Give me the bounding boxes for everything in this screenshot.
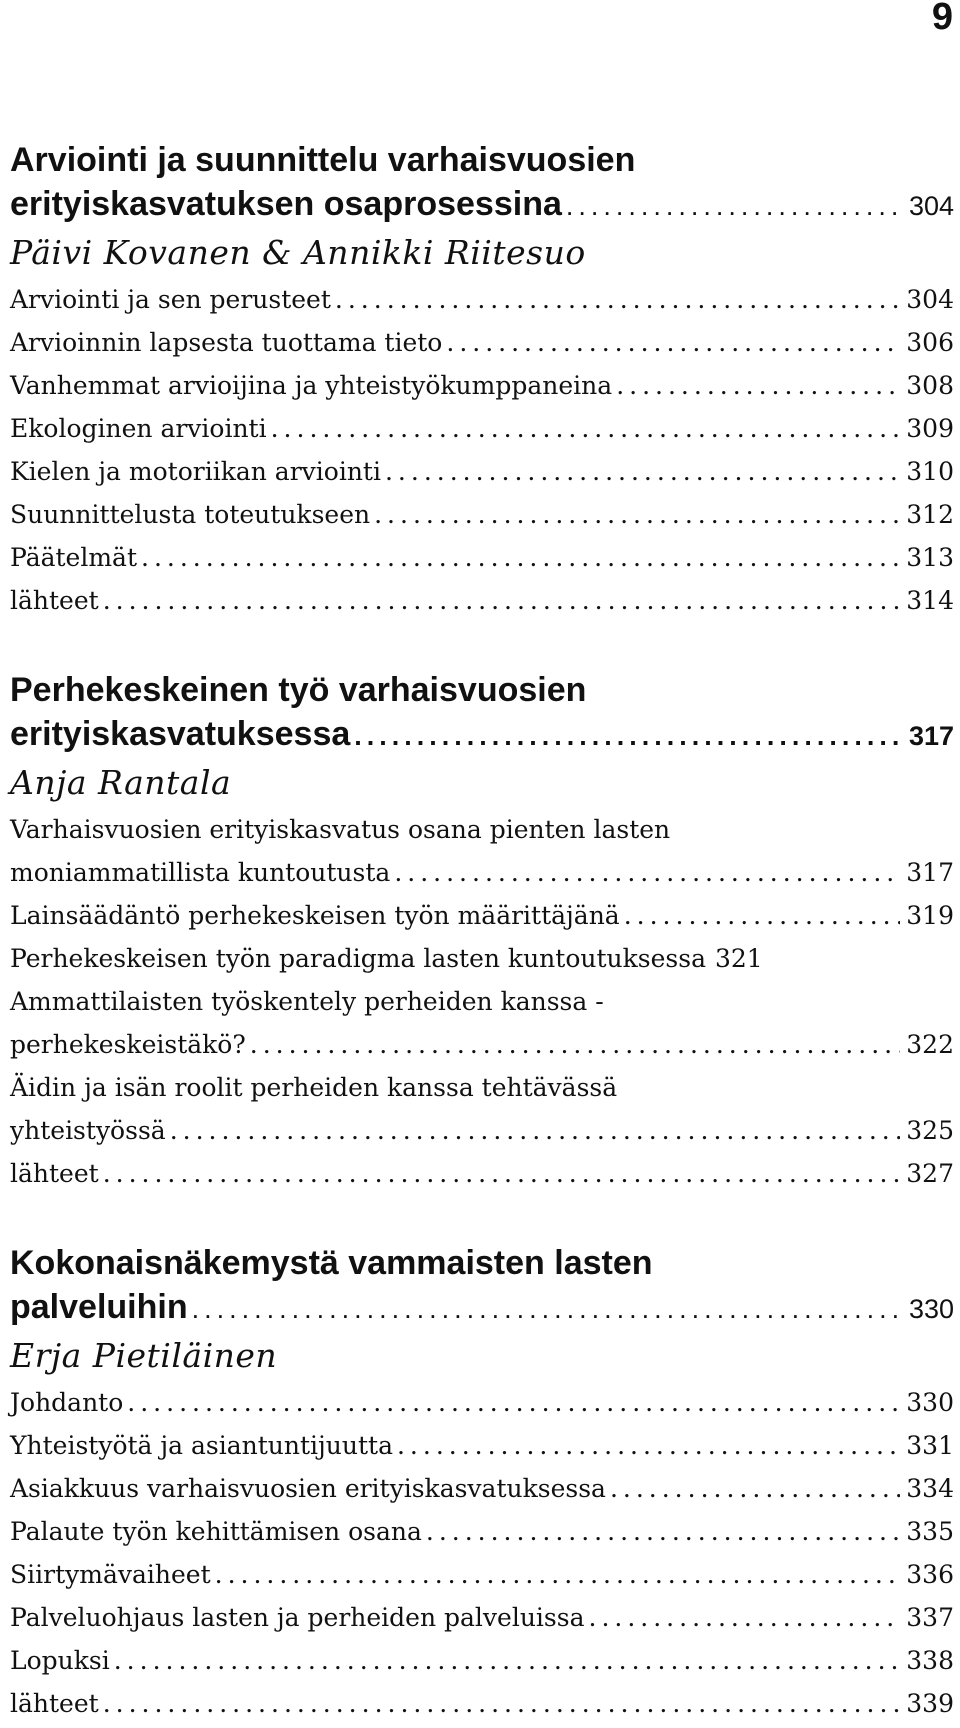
entry-page-number: 335: [906, 1517, 954, 1546]
dot-leader: [170, 1109, 901, 1152]
toc-entry[interactable]: [10, 278, 954, 321]
dot-leader: [141, 536, 900, 579]
entry-title: Yhteistyötä ja asiantuntijuutta: [10, 1431, 393, 1460]
entry-title: Lopuksi: [10, 1646, 110, 1675]
entry-title: moniammatillista kuntoutusta: [10, 858, 391, 887]
section-title-row[interactable]: [10, 1285, 954, 1331]
dot-leader: [394, 851, 900, 894]
toc-section: [10, 1241, 954, 1725]
entry-page-number: 322: [906, 1030, 954, 1059]
entry-page-number: 325: [906, 1116, 954, 1145]
dot-leader: [271, 407, 901, 450]
toc-entry[interactable]: [10, 937, 954, 980]
entry-page-number: 336: [906, 1560, 954, 1589]
entry-title: Palaute työn kehittämisen osana: [10, 1517, 422, 1546]
dot-leader: [114, 1639, 901, 1682]
section-title-line: erityiskasvatuksen osaprosessina: [10, 185, 562, 223]
entry-title: Asiakkuus varhaisvuosien erityiskasvatuksessa: [10, 1474, 606, 1503]
section-page-number: 304: [908, 191, 954, 221]
entry-title: Vanhemmat arvioijina ja yhteistyökumppaneina: [10, 371, 613, 400]
section-author: Päivi Kovanen & Annikki Riitesuo: [10, 233, 586, 272]
toc-entry[interactable]: [10, 579, 954, 622]
table-of-contents: [10, 138, 954, 1725]
section-title-line: Arviointi ja suunnittelu varhaisvuosien: [10, 141, 636, 179]
toc-entry[interactable]: [10, 536, 954, 579]
entry-page-number: 304: [906, 285, 954, 314]
entry-title: Siirtymävaiheet: [10, 1560, 211, 1589]
page-number: 9: [931, 0, 953, 38]
toc-entry[interactable]: [10, 1553, 954, 1596]
dot-leader: [610, 1467, 900, 1510]
dot-leader: [103, 579, 901, 622]
dot-leader: [385, 450, 900, 493]
toc-entry-first-line[interactable]: Äidin ja isän roolit perheiden kanssa tehtävässä: [10, 1073, 618, 1102]
section-title-row[interactable]: [10, 182, 954, 228]
toc-entry[interactable]: [10, 1467, 954, 1510]
toc-entry[interactable]: [10, 450, 954, 493]
dot-leader: [374, 493, 900, 536]
entry-title: Johdanto: [10, 1388, 124, 1417]
dot-leader: [397, 1424, 900, 1467]
toc-entry[interactable]: [10, 321, 954, 364]
entry-title: Ekologinen arviointi: [10, 414, 267, 443]
dot-leader: [335, 278, 900, 321]
entry-page-number: 337: [906, 1603, 954, 1632]
toc-entry[interactable]: [10, 1639, 954, 1682]
section-page-number: 330: [908, 1294, 954, 1324]
entry-title: Arviointi ja sen perusteet: [10, 285, 331, 314]
dot-leader: [624, 894, 901, 937]
dot-leader: [250, 1023, 901, 1066]
entry-title: lähteet: [10, 1159, 99, 1188]
entry-title: Palveluohjaus lasten ja perheiden palveluissa: [10, 1603, 585, 1632]
toc-entry[interactable]: [10, 894, 954, 937]
entry-page-number: 312: [906, 500, 954, 529]
toc-entry[interactable]: [10, 1424, 954, 1467]
toc-entry-first-line[interactable]: Varhaisvuosien erityiskasvatus osana pienten lasten: [10, 815, 671, 844]
entry-title: Lainsäädäntö perhekeskeisen työn määrittäjänä: [10, 901, 620, 930]
entry-page-number: 339: [906, 1689, 954, 1718]
dot-leader: [215, 1553, 901, 1596]
dot-leader: [127, 1381, 900, 1424]
entry-page-number: 313: [906, 543, 954, 572]
toc-entry[interactable]: [10, 1023, 954, 1066]
toc-entry[interactable]: [10, 851, 954, 894]
entry-page-number: 309: [906, 414, 954, 443]
entry-page-number: 331: [906, 1431, 954, 1460]
toc-entry-first-line[interactable]: Ammattilaisten työskentely perheiden kanssa -: [10, 987, 604, 1016]
entry-title: perhekeskeistäkö?: [10, 1030, 246, 1059]
entry-page-number: 334: [906, 1474, 954, 1503]
entry-page-number: 338: [906, 1646, 954, 1675]
entry-page-number: 321: [714, 944, 763, 973]
dot-leader: [616, 364, 900, 407]
dot-leader: [354, 714, 903, 758]
toc-entry[interactable]: [10, 493, 954, 536]
toc-entry[interactable]: [10, 1596, 954, 1639]
entry-page-number: 330: [906, 1388, 954, 1417]
entry-title: Kielen ja motoriikan arviointi: [10, 457, 381, 486]
toc-entry[interactable]: [10, 1152, 954, 1195]
entry-title: yhteistyössä: [10, 1116, 166, 1145]
toc-entry[interactable]: [10, 1381, 954, 1424]
toc-entry[interactable]: [10, 407, 954, 450]
section-title-line: erityiskasvatuksessa: [10, 715, 351, 753]
entry-page-number: 308: [906, 371, 954, 400]
entry-page-number: 306: [906, 328, 954, 357]
dot-leader: [103, 1152, 901, 1195]
entry-title: lähteet: [10, 586, 99, 615]
toc-section: [10, 668, 954, 1195]
section-author: Erja Pietiläinen: [10, 1336, 278, 1375]
dot-leader: [426, 1510, 900, 1553]
section-title-line: palveluihin: [10, 1288, 188, 1326]
dot-leader: [192, 1287, 903, 1331]
entry-title: Päätelmät: [10, 543, 138, 572]
toc-entry[interactable]: [10, 364, 954, 407]
section-title-row[interactable]: [10, 712, 954, 758]
entry-page-number: 317: [906, 858, 954, 887]
entry-page-number: 327: [906, 1159, 954, 1188]
section-title-line: Perhekeskeinen työ varhaisvuosien: [10, 671, 587, 709]
entry-title: Arvioinnin lapsesta tuottama tieto: [10, 328, 443, 357]
entry-title: lähteet: [10, 1689, 99, 1718]
toc-entry[interactable]: [10, 1510, 954, 1553]
entry-title: Suunnittelusta toteutukseen: [10, 500, 371, 529]
entry-page-number: 319: [906, 901, 954, 930]
entry-title: Perhekeskeisen työn paradigma lasten kuntoutuksessa: [10, 944, 706, 973]
section-author: Anja Rantala: [10, 763, 232, 802]
section-title-line: Kokonaisnäkemystä vammaisten lasten: [10, 1244, 653, 1282]
entry-page-number: 314: [906, 586, 954, 615]
dot-leader: [103, 1682, 901, 1725]
section-page-number: 317: [908, 721, 954, 751]
dot-leader: [446, 321, 900, 364]
dot-leader: [566, 184, 903, 228]
toc-entry[interactable]: [10, 1109, 954, 1152]
toc-entry[interactable]: [10, 1682, 954, 1725]
dot-leader: [589, 1596, 901, 1639]
entry-page-number: 310: [906, 457, 954, 486]
toc-section: [10, 138, 954, 622]
